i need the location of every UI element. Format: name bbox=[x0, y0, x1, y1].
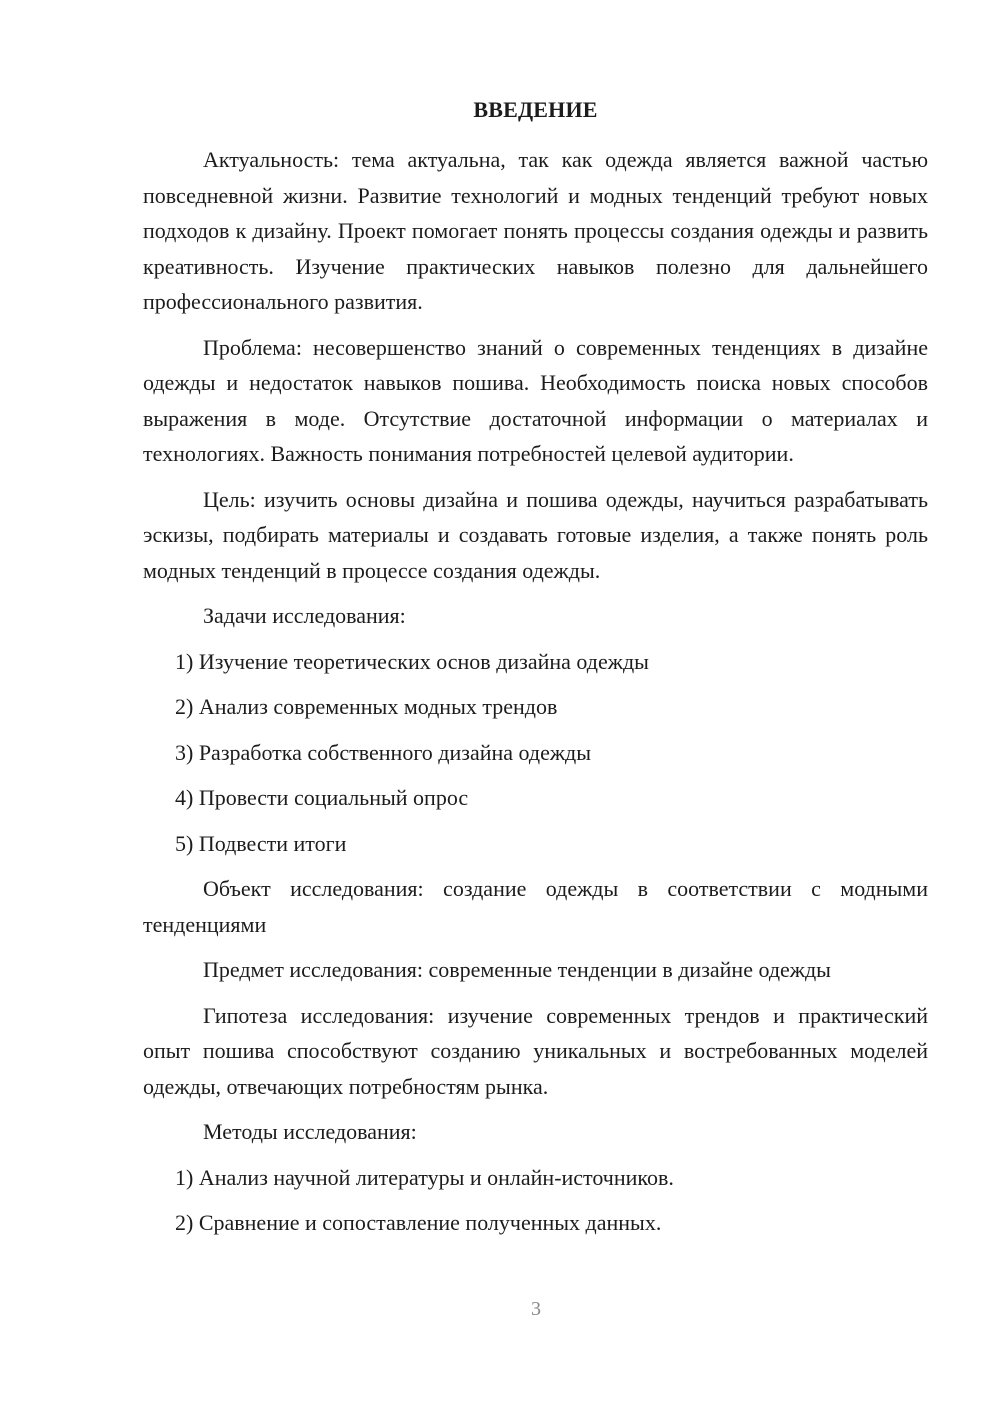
task-item: 4) Провести социальный опрос bbox=[175, 785, 469, 810]
subject-paragraph: Предмет исследования: современные тенденции в дизайне одежды bbox=[203, 957, 831, 982]
method-item: 1) Анализ научной литературы и онлайн-источников. bbox=[175, 1164, 674, 1190]
task-item: 2) Анализ современных модных трендов bbox=[175, 694, 558, 719]
problem-paragraph: Проблема: несовершенство знаний о современных тенденциях в дизайне одежды и недостаток навыков пошива. Необходимость поиска новых способов выражения в моде. Отсутствие достаточной информации о материалах и технологиях. Важность понимания потребностей целевой аудитории. bbox=[143, 334, 928, 466]
goal-paragraph: Цель: изучить основы дизайна и пошива одежды, научиться разрабатывать эскизы, подбирать материалы и создавать готовые изделия, а также понять роль модных тенденций в процессе создания одежды. bbox=[143, 486, 928, 583]
hypothesis-paragraph: Гипотеза исследования: изучение современных трендов и практический опыт пошива способствуют созданию уникальных и востребованных моделей одежды, отвечающих потребностям рынка. bbox=[143, 1002, 928, 1099]
task-item: 1) Изучение теоретических основ дизайна одежды bbox=[175, 648, 649, 674]
tasks-label: Задачи исследования: bbox=[203, 603, 406, 628]
object-paragraph: Объект исследования: создание одежды в соответствии с модными тенденциями bbox=[143, 876, 928, 937]
page-number: 3 bbox=[531, 1298, 541, 1320]
tasks-list bbox=[143, 644, 928, 862]
document-page bbox=[143, 95, 928, 1251]
methods-label: Методы исследования: bbox=[203, 1119, 417, 1144]
relevance-paragraph: Актуальность: тема актуальна, так как одежда является важной частью повседневной жизни. Развитие технологий и модных тенденций требуют новых подходов к дизайну. Проект помогает понять процессы создания одежды и развить креативность. Изучение практических навыков полезно для дальнейшего профессионального развития. bbox=[143, 147, 928, 314]
method-item: 2) Сравнение и сопоставление полученных данных. bbox=[175, 1210, 662, 1235]
methods-list bbox=[143, 1160, 928, 1241]
task-item: 3) Разработка собственного дизайна одежды bbox=[175, 739, 592, 765]
task-item: 5) Подвести итоги bbox=[175, 830, 347, 856]
section-title: ВВЕДЕНИЕ bbox=[473, 97, 598, 122]
